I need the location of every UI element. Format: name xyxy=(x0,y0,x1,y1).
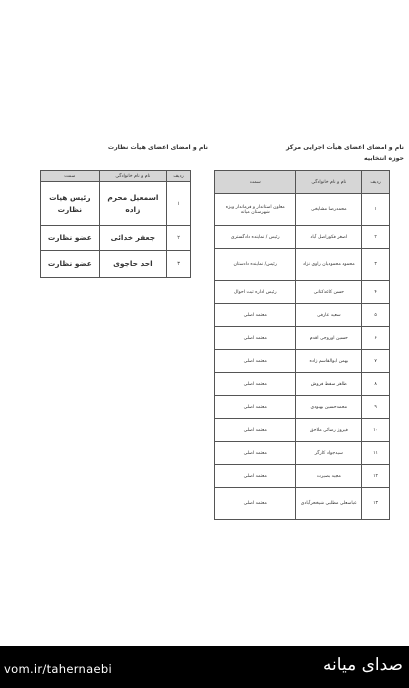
name-cell: بهمن ابوالقاسم زاده xyxy=(296,350,362,373)
name-cell: اصغر فکوراصل آباد xyxy=(296,226,362,249)
table-row xyxy=(215,327,390,350)
table-row xyxy=(215,304,390,327)
name-cell: محمدحسین بهبودی xyxy=(296,396,362,419)
position-cell: معتمد اصلی xyxy=(215,327,296,350)
table-row xyxy=(41,251,191,278)
name-cell: حسن کاغذکنانی xyxy=(296,281,362,304)
position-cell: رئیس/ نماینده دادستان xyxy=(215,249,296,281)
row-number-cell: ۱۲ xyxy=(362,465,390,488)
name-cell: فیروز رضائی ملاحق xyxy=(296,419,362,442)
footer-bar xyxy=(0,646,409,688)
table-row xyxy=(215,442,390,465)
name-cell: جعفر خدائی xyxy=(99,226,167,251)
header-row-number: ردیف xyxy=(167,171,191,182)
table-row xyxy=(215,465,390,488)
name-cell: مجید بصیرت xyxy=(296,465,362,488)
position-cell: معاون استاندار و فرماندار ویژه شهرستان میانه xyxy=(215,194,296,226)
name-cell: سیدجواد کارگر xyxy=(296,442,362,465)
position-cell: معتمد اصلی xyxy=(215,304,296,327)
header-position: سمت xyxy=(41,171,100,182)
table-row xyxy=(215,226,390,249)
supervision-header-row xyxy=(41,171,191,182)
position-cell: معتمد اصلی xyxy=(215,442,296,465)
row-number-cell: ۷ xyxy=(362,350,390,373)
position-cell: معتمد اصلی xyxy=(215,396,296,419)
position-cell: رئیس اداره ثبت احوال xyxy=(215,281,296,304)
position-cell: معتمد اصلی xyxy=(215,488,296,520)
executive-header-row xyxy=(215,171,390,194)
name-cell: طاهر سفط فروش xyxy=(296,373,362,396)
row-number-cell: ۲ xyxy=(362,226,390,249)
row-number-cell: ۶ xyxy=(362,327,390,350)
table-row xyxy=(41,182,191,226)
header-row-number: ردیف xyxy=(362,171,390,194)
table-row xyxy=(215,249,390,281)
header-name: نام و نام خانوادگی xyxy=(99,171,167,182)
header-name: نام و نام خانوادگی xyxy=(296,171,362,194)
name-cell: حسین اوروجی اقدم xyxy=(296,327,362,350)
position-cell: عضو نظارت xyxy=(41,251,100,278)
row-number-cell: ۳ xyxy=(362,249,390,281)
supervision-title: نام و امضای اعضای هیأت نظارت xyxy=(107,144,208,151)
name-cell: محمود محمودیان راوی نژاد xyxy=(296,249,362,281)
footer-url: vom.ir/tahernaebi xyxy=(4,662,112,676)
position-cell: معتمد اصلی xyxy=(215,373,296,396)
name-cell: اسمعیل محرم زاده xyxy=(99,182,167,226)
table-row xyxy=(215,281,390,304)
row-number-cell: ۱ xyxy=(167,182,191,226)
row-number-cell: ۱ xyxy=(362,194,390,226)
supervision-table-body xyxy=(41,182,191,278)
position-cell: معتمد اصلی xyxy=(215,419,296,442)
position-cell: معتمد اصلی xyxy=(215,465,296,488)
table-row xyxy=(215,194,390,226)
name-cell: عباسعلی مطلبی شیخحرآبادی xyxy=(296,488,362,520)
row-number-cell: ۳ xyxy=(167,251,191,278)
executive-title xyxy=(214,142,404,164)
table-row xyxy=(215,488,390,520)
row-number-cell: ۱۱ xyxy=(362,442,390,465)
name-cell: احد حاجوی xyxy=(99,251,167,278)
name-cell: محمدرضا مشایخی xyxy=(296,194,362,226)
row-number-cell: ۱۳ xyxy=(362,488,390,520)
row-number-cell: ۸ xyxy=(362,373,390,396)
row-number-cell: ۲ xyxy=(167,226,191,251)
name-cell: سعید عارفی xyxy=(296,304,362,327)
table-row xyxy=(215,350,390,373)
supervision-table xyxy=(40,170,191,278)
row-number-cell: ۵ xyxy=(362,304,390,327)
position-cell: رئیس / نماینده دادگستری xyxy=(215,226,296,249)
footer-logo: صدای میانه xyxy=(322,655,403,675)
executive-title-line2: حوزه انتخابیه xyxy=(363,155,404,162)
executive-table xyxy=(214,170,390,520)
table-row xyxy=(215,396,390,419)
position-cell: رئیس هیات نظارت xyxy=(41,182,100,226)
executive-title-line1: نام و امضای اعضای هیأت اجرایی مرکز xyxy=(285,144,404,151)
table-row xyxy=(215,373,390,396)
row-number-cell: ۴ xyxy=(362,281,390,304)
header-position: سمت xyxy=(215,171,296,194)
executive-table-body xyxy=(215,194,390,520)
row-number-cell: ۱۰ xyxy=(362,419,390,442)
table-row xyxy=(41,226,191,251)
table-row xyxy=(215,419,390,442)
position-cell: عضو نظارت xyxy=(41,226,100,251)
row-number-cell: ۹ xyxy=(362,396,390,419)
position-cell: معتمد اصلی xyxy=(215,350,296,373)
